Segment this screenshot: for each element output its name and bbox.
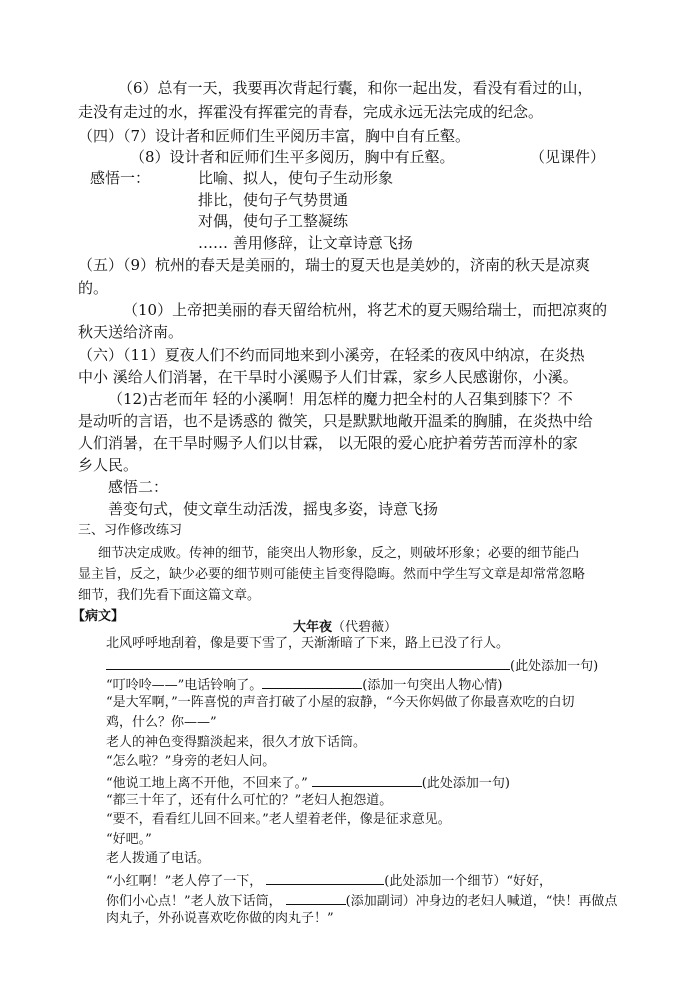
essay-line-10: “要不，看看红儿回不回来。”老人望着老伴，像是征求意见。 [106,812,451,827]
insight-1-label: 感悟一： [90,169,151,187]
essay-line-4: “是大军啊，”一阵喜悦的声音打破了小屋的寂静，“今天你妈做了你最喜欢吃的白切 [106,695,575,710]
essay-line-12: 老人拨通了电话。 [106,851,211,866]
fill-in-blank[interactable] [312,772,422,787]
intro-line-1: 细节决定成败。传神的细节，能突出人物形象，反之，则破坏形象；必要的细节能凸 [98,546,580,561]
essay-line-14 [106,890,617,911]
para-9-line-1: （五）（9）杭州的春天是美丽的，瑞士的夏天也是美妙的，济南的秋天是凉爽 [78,256,591,274]
blank-note: (此处添加一句) [510,659,599,674]
fill-in-blank[interactable] [266,870,384,885]
para-6-line-1: （6）总有一天，我要再次背起行囊，和你一起出发，看没有看过的山， [118,79,593,97]
essay-text: 你们小心点！”老人放下话筒， [106,894,282,909]
fill-in-blank[interactable] [106,655,510,670]
intro-line-2: 显主旨，反之，缺少必要的细节则可能使主旨变得隐晦。然而中学生写文章是却常常忽略 [78,567,586,582]
essay-text: “小红啊！”老人停了一下， [106,874,263,889]
insight-1-item: 排比，使句子气势贯通 [198,191,349,209]
essay-text: (此处添加一个细节）“好好， [384,874,553,889]
insight-2-text: 善变句式，使文章生动活泼，摇曳多姿，诗意飞扬 [108,500,439,518]
blank-note: (添加一句突出人物心情) [362,678,503,693]
essay-line-2 [106,655,598,676]
para-8: （8）设计者和匠师们生平多阅历，胸中有丘壑。 [130,148,455,166]
blank-note: (此处添加一句) [421,776,510,791]
essay-line-5: 鸡，什么？你——” [106,715,217,730]
section-3-heading: 三、习作修改练习 [78,523,183,538]
essay-line-9: “都三十年了，还有什么可忙的？”老妇人抱怨道。 [106,793,393,808]
essay-line-11: “好吧。” [106,832,152,847]
para-7: （四）（7）设计者和匠师们生平阅历丰富，胸中自有丘壑。 [78,127,471,145]
intro-line-3: 细节，我们先看下面这篇文章。 [78,588,261,603]
essay-text: “他说工地上离不开他，不回来了。” [106,776,308,791]
essay-line-7: “怎么啦？”身旁的老妇人问。 [106,754,276,769]
insight-2-label: 感悟二： [108,478,169,496]
insight-1-item: 对偶，使句子工整凝练 [198,212,349,230]
insight-1-item: 比喻、拟人，使句子生动形象 [198,169,394,187]
essay-author: （代碧薇） [332,620,398,635]
para-9-line-2: 的。 [78,279,109,297]
insight-1-item: …… 善用修辞，让文章诗意飞扬 [198,234,413,252]
essay-line-1: 北风呼呼地刮着，像是要下雪了，天渐渐暗了下来，路上已没了行人。 [106,636,510,651]
sick-essay-label: 【病文】 [72,609,125,624]
para-10-line-2: 秋天送给济南。 [78,323,184,341]
para-10-line-1: （10）上帝把美丽的春天留给杭州，将艺术的夏天赐给瑞士，而把凉爽的 [123,301,608,319]
fill-in-blank[interactable] [262,674,362,689]
essay-line-15: 肉丸子，外孙说喜欢吃你做的肉丸子！” [106,911,334,926]
essay-line-6: 老人的神色变得黯淡起来，很久才放下话筒。 [106,735,367,750]
essay-line-3 [106,674,502,695]
para-6-line-2: 走没有走过的水，挥霍没有挥霍完的青春，完成永远无法完成的纪念。 [78,103,544,121]
essay-line-13 [106,870,552,891]
para-12-line-4: 乡人民。 [78,456,139,474]
essay-title: 大年夜 [293,620,333,635]
essay-text: “叮呤呤——”电话铃响了。 [106,678,263,693]
para-8-note: （见课件） [530,148,606,166]
essay-line-8 [106,772,510,793]
para-12-line-3: 人们消暑，在干旱时赐予人们以甘霖， 以无限的爱心庇护着劳苦而淳朴的家 [78,434,578,452]
essay-text: (添加副词）冲身边的老妇人喊道，“快！再做点 [345,894,618,909]
fill-in-blank[interactable] [286,890,346,905]
para-12-line-2: 是动听的言语，也不是诱惑的 微笑，只是默默地敞开温柔的胸脯，在炎热中给 [78,412,593,430]
para-11-line-2: 中小 溪给人们消暑，在干旱时小溪赐予人们甘霖，家乡人民感谢你，小溪。 [78,368,578,386]
para-12-line-1: （12)古老而年 轻的小溪啊！用怎样的魔力把全村的人召集到膝下？不 [108,390,573,408]
para-11-line-1: （六）（11）夏夜人们不约而同地来到小溪旁，在轻柔的夜风中纳凉，在炎热 [78,346,585,364]
